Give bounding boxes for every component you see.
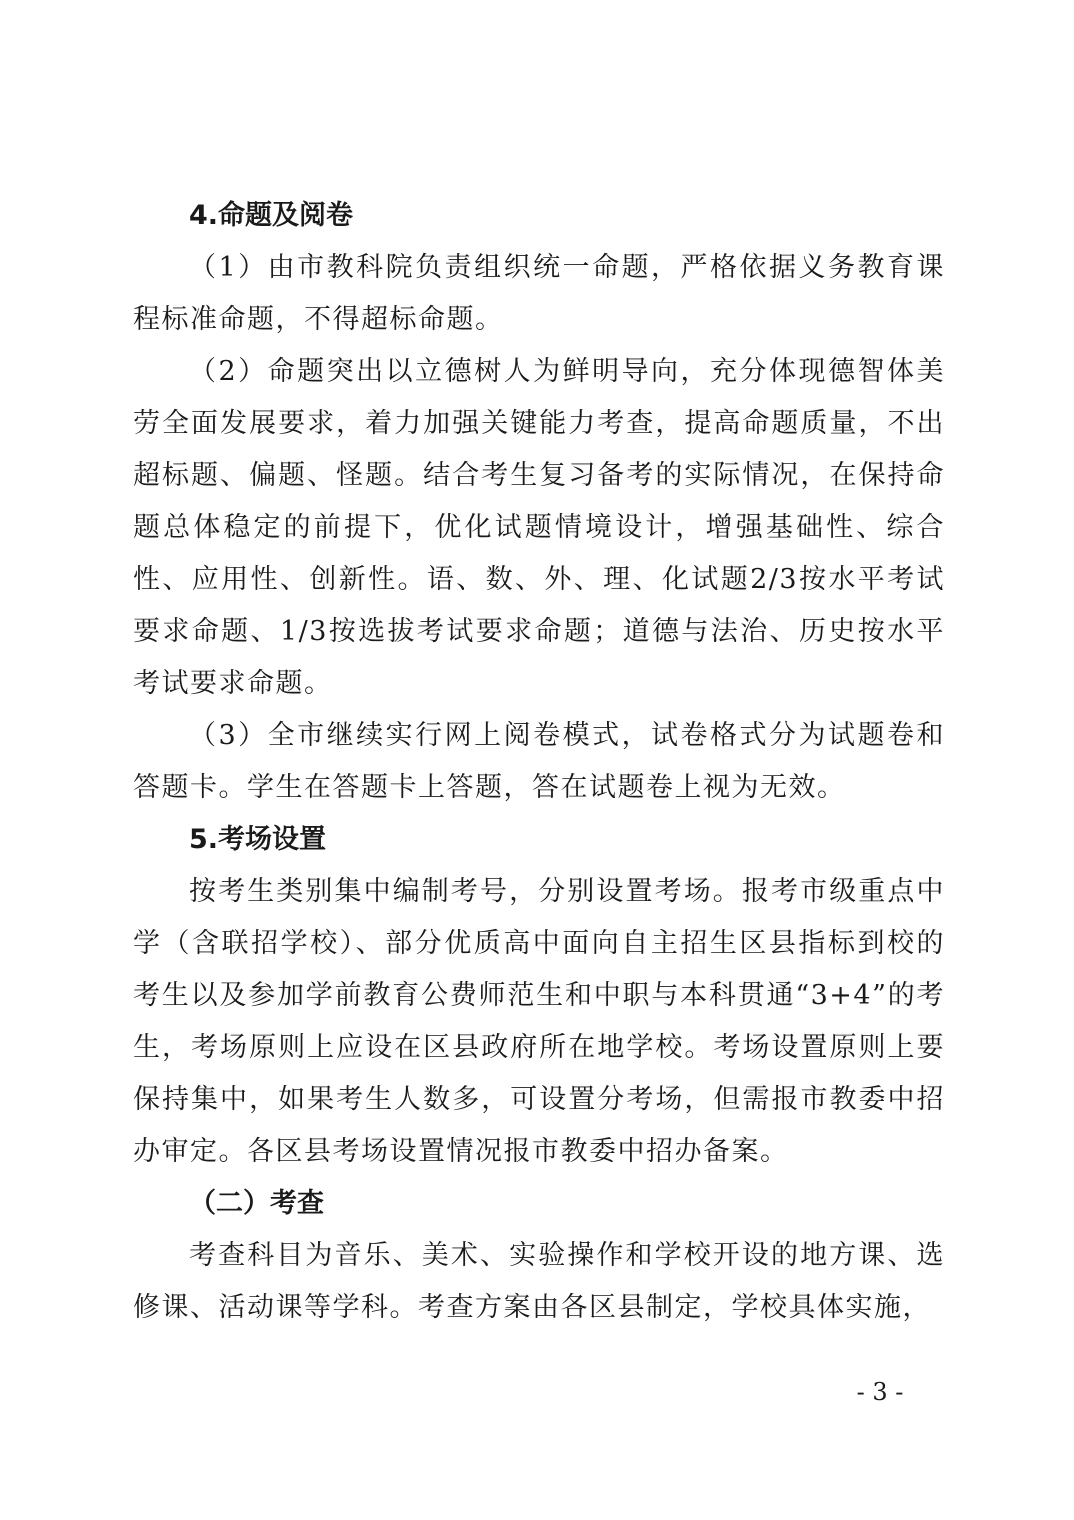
section-heading-assessment: （二）考查: [189, 1188, 324, 1219]
section-heading-exam-rooms: 5.考场设置: [189, 824, 327, 855]
paragraph-assessment: 考查科目为音乐、美术、实验操作和学校开设的地方课、选修课、活动课等学科。考查方案由各区县制定，学校具体实施，: [133, 1240, 945, 1323]
paragraph-1: （1）由市教科院负责组织统一命题，严格依据义务教育课程标准命题，不得超标命题。: [133, 252, 945, 335]
paragraph-exam-rooms: 按考生类别集中编制考号，分别设置考场。报考市级重点中学（含联招学校）、部分优质高中面向自主招生区县指标到校的考生以及参加学前教育公费师范生和中职与本科贯通“3+4”的考生，考场原则上应设在区县政府所在地学校。考场设置原则上要保持集中，如果考生人数多，可设置分考场，但需报市教委中招办审定。各区县考场设置情况报市教委中招办备案。: [133, 876, 945, 1167]
paragraph-3: （3）全市继续实行网上阅卷模式，试卷格式分为试题卷和答题卡。学生在答题卡上答题，答在试题卷上视为无效。: [133, 720, 945, 803]
section-heading-exam-grading: 4.命题及阅卷: [189, 200, 354, 231]
document-body: [133, 190, 945, 1334]
paragraph-2: （2）命题突出以立德树人为鲜明导向，充分体现德智体美劳全面发展要求，着力加强关键能力考查，提高命题质量，不出超标题、偏题、怪题。结合考生复习备考的实际情况，在保持命题总体稳定的前提下，优化试题情境设计，增强基础性、综合性、应用性、创新性。语、数、外、理、化试题2/3按水平考试要求命题、1/3按选拔考试要求命题；道德与法治、历史按水平考试要求命题。: [133, 356, 945, 699]
page-number: - 3 -: [856, 1378, 904, 1406]
